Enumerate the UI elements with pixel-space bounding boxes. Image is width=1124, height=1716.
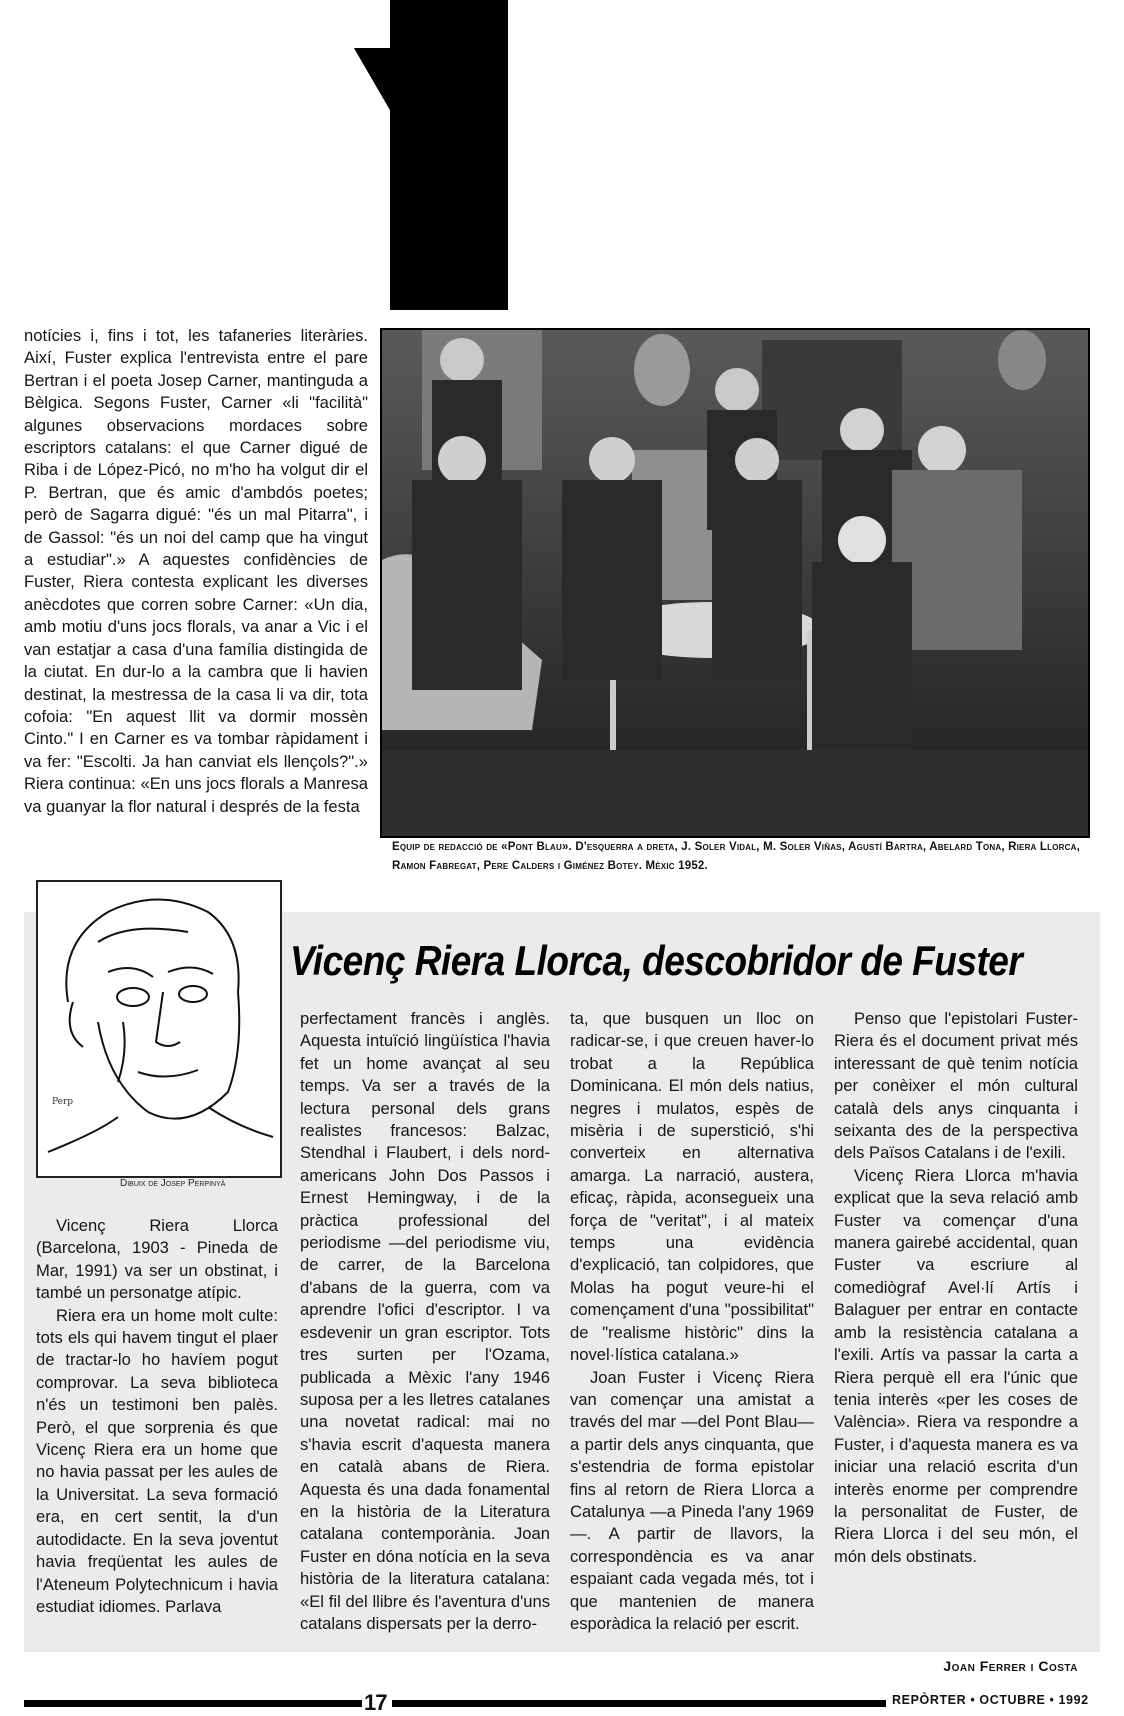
paragraph: Joan Fuster i Vicenç Riera van començar una amistat a través del mar —del Pont Blau— a partir dels anys cinquanta, que s'estendria de forma epistolar fins al retorn de Riera Llorca a Catalunya —a Pineda l'any 1969—. A partir de llavors, la correspondència es va anar espaiant cada vegada més, tot i que mantenien de manera esporàdica la relació per escrit.: [570, 1367, 814, 1633]
paragraph: Vicenç Riera Llorca m'havia explicat que la seva relació amb Fuster va començar d'una manera gairebé accidental, quan Fuster va escriure al comediògraf Avel·lí Artís i Balaguer per entrar en contacte amb la resistència catalana a l'exili. Artís va passar la carta a Riera perquè ell era l'únic que tenia interès «per les coses de València». Riera va respondre a Fuster, i d'aquesta manera es va iniciar una relació escrita d'un interès enorme per comprendre la personalitat de Fuster, de Riera Llorca i del seu món, el món dels obstinats.: [834, 1165, 1078, 1566]
photo-caption: Equip de redacció de «Pont Blau». D'esquerra a dreta, J. Soler Vidal, M. Soler Viñas, Agustí Bartra, Abelard Tona, Riera Llorca, Ramon Fabregat, Pere Calders i Giménez Botey. Mèxic 1952.: [392, 841, 1080, 872]
paragraph: Penso que l'epistolari Fuster-Riera és el document privat més interessant de què tenim notícia per conèixer el món cultural català dels anys cinquanta i seixanta des de la perspectiva dels Països Catalans i de l'exili.: [834, 1009, 1078, 1163]
group-photo-illustration: [382, 330, 1088, 836]
top-column-paragraph: notícies i, fins i tot, les tafaneries literàries. Així, Fuster explica l'entrevista entre el pare Bertran i el poeta Josep Carner, mantinguda a Bèlgica. Segons Fuster, Carner «li "facilità" algunes observacions mordaces sobre escriptors catalans: el que Carner digué de Riba i de López-Picó, no m'ho ha volgut dir el P. Bertran, que és amic d'ambdós poetes; però de Sagarra digué: "és un mal Pitarra", i de Gassol: "és un noi del camp que ha vingut a estudiar".» A aquestes confidències de Fuster, Riera contesta explicant les diverses anècdotes que corren sobre Carner: «Un dia, amb motiu d'uns jocs florals, va anar a Vic i el van estatjar a casa d'una família distingida de la ciutat. En dur-lo a la cambra que li havien destinat, la mestressa de la casa li va dir, tota cofoia: "En aquest llit va dormir mossèn Cinto." I en Carner es va tombar ràpidament i va fer: "Escolti. Ja han canviat els llençols?".» Riera continua: «En uns jocs florals a Manresa va guanyar la flor natural i després de la festa: [24, 326, 368, 816]
footer-rule-left: [24, 1700, 362, 1707]
paragraph: Riera era un home molt culte: tots els qui havem tingut el plaer de tractar-lo ho havíem pogut comprovar. La seva biblioteca n'és un testimoni ben palès. Però, el que sorprenia és que Vicenç Riera era un home que no havia passat per les aules de la Universitat. La seva formació era, en cert sentit, la d'un autodidacte. En la seva joventut havia freqüentat les aules de l'Ateneum Polytechnicum i havia estudiat idiomes. Parlava: [36, 1305, 278, 1616]
paragraph: perfectament francès i anglès. Aquesta intuïció lingüística l'havia fet un home avançat al seu temps. Va ser a través de la lectura personal dels grans realistes francesos: Balzac, Stendhal i Flaubert, i dels nord-americans John Dos Passos i Ernest Hemingway, i de la pràctica professional del periodisme —del periodisme viu, de carrer, de la Barcelona d'abans de la guerra, com va aprendre l'ofici d'escriptor. I va esdevenir un gran escriptor. Tots tres surten per l'Ozama, publicada a Mèxic l'any 1946 suposa per a les lletres catalanes una novetat radical: mai no s'havia escrit d'aquesta manera en català abans de Riera. Aquesta és una dada fonamental en la història de la Literatura catalana contemporània. Joan Fuster en dóna notícia en la seva història de la literatura catalana: «El fil del llibre és l'aventura d'uns catalans dispersats per la derro-: [300, 1009, 550, 1633]
page-number: 17: [364, 1690, 387, 1715]
top-column: [24, 325, 368, 818]
group-photo: [380, 328, 1090, 838]
portrait-drawing: [36, 880, 282, 1178]
section-logo: [354, 0, 508, 310]
drawing-credit: Dibuix de Josep Perpinyà: [120, 1178, 226, 1189]
article-column-3: [570, 1008, 814, 1635]
portrait-sketch: [38, 882, 276, 1172]
author-signature: Joan Ferrer i Costa: [943, 1658, 1078, 1674]
paragraph: Vicenç Riera Llorca (Barcelona, 1903 - Pineda de Mar, 1991) va ser un obstinat, i també un personatge atípic.: [36, 1216, 278, 1303]
article-column-4: [834, 1008, 1078, 1568]
article-column-2: [300, 1008, 550, 1635]
svg-text:Perp: Perp: [52, 1097, 74, 1107]
article-column-1: [36, 1215, 278, 1618]
publication-info: REPÒRTER • OCTUBRE • 1992: [892, 1693, 1089, 1707]
paragraph: ta, que busquen un lloc on radicar-se, i que creuen haver-lo trobat a la República Dominicana. El món dels natius, negres i mulatos, espès de misèria i de superstició, s'hi converteix en alternativa amarga. La narració, austera, eficaç, ràpida, aconsegueix una força de "veritat", i al mateix temps una evidència d'explicació, tan colpidores, que Molas ha pogut veure-hi el començament d'una "possibilitat" de "realisme històric" dins la novel·lística catalana.»: [570, 1009, 814, 1365]
footer-rule-right: [392, 1700, 886, 1707]
article-headline: Vicenç Riera Llorca, descobridor de Fuster: [290, 938, 1023, 984]
